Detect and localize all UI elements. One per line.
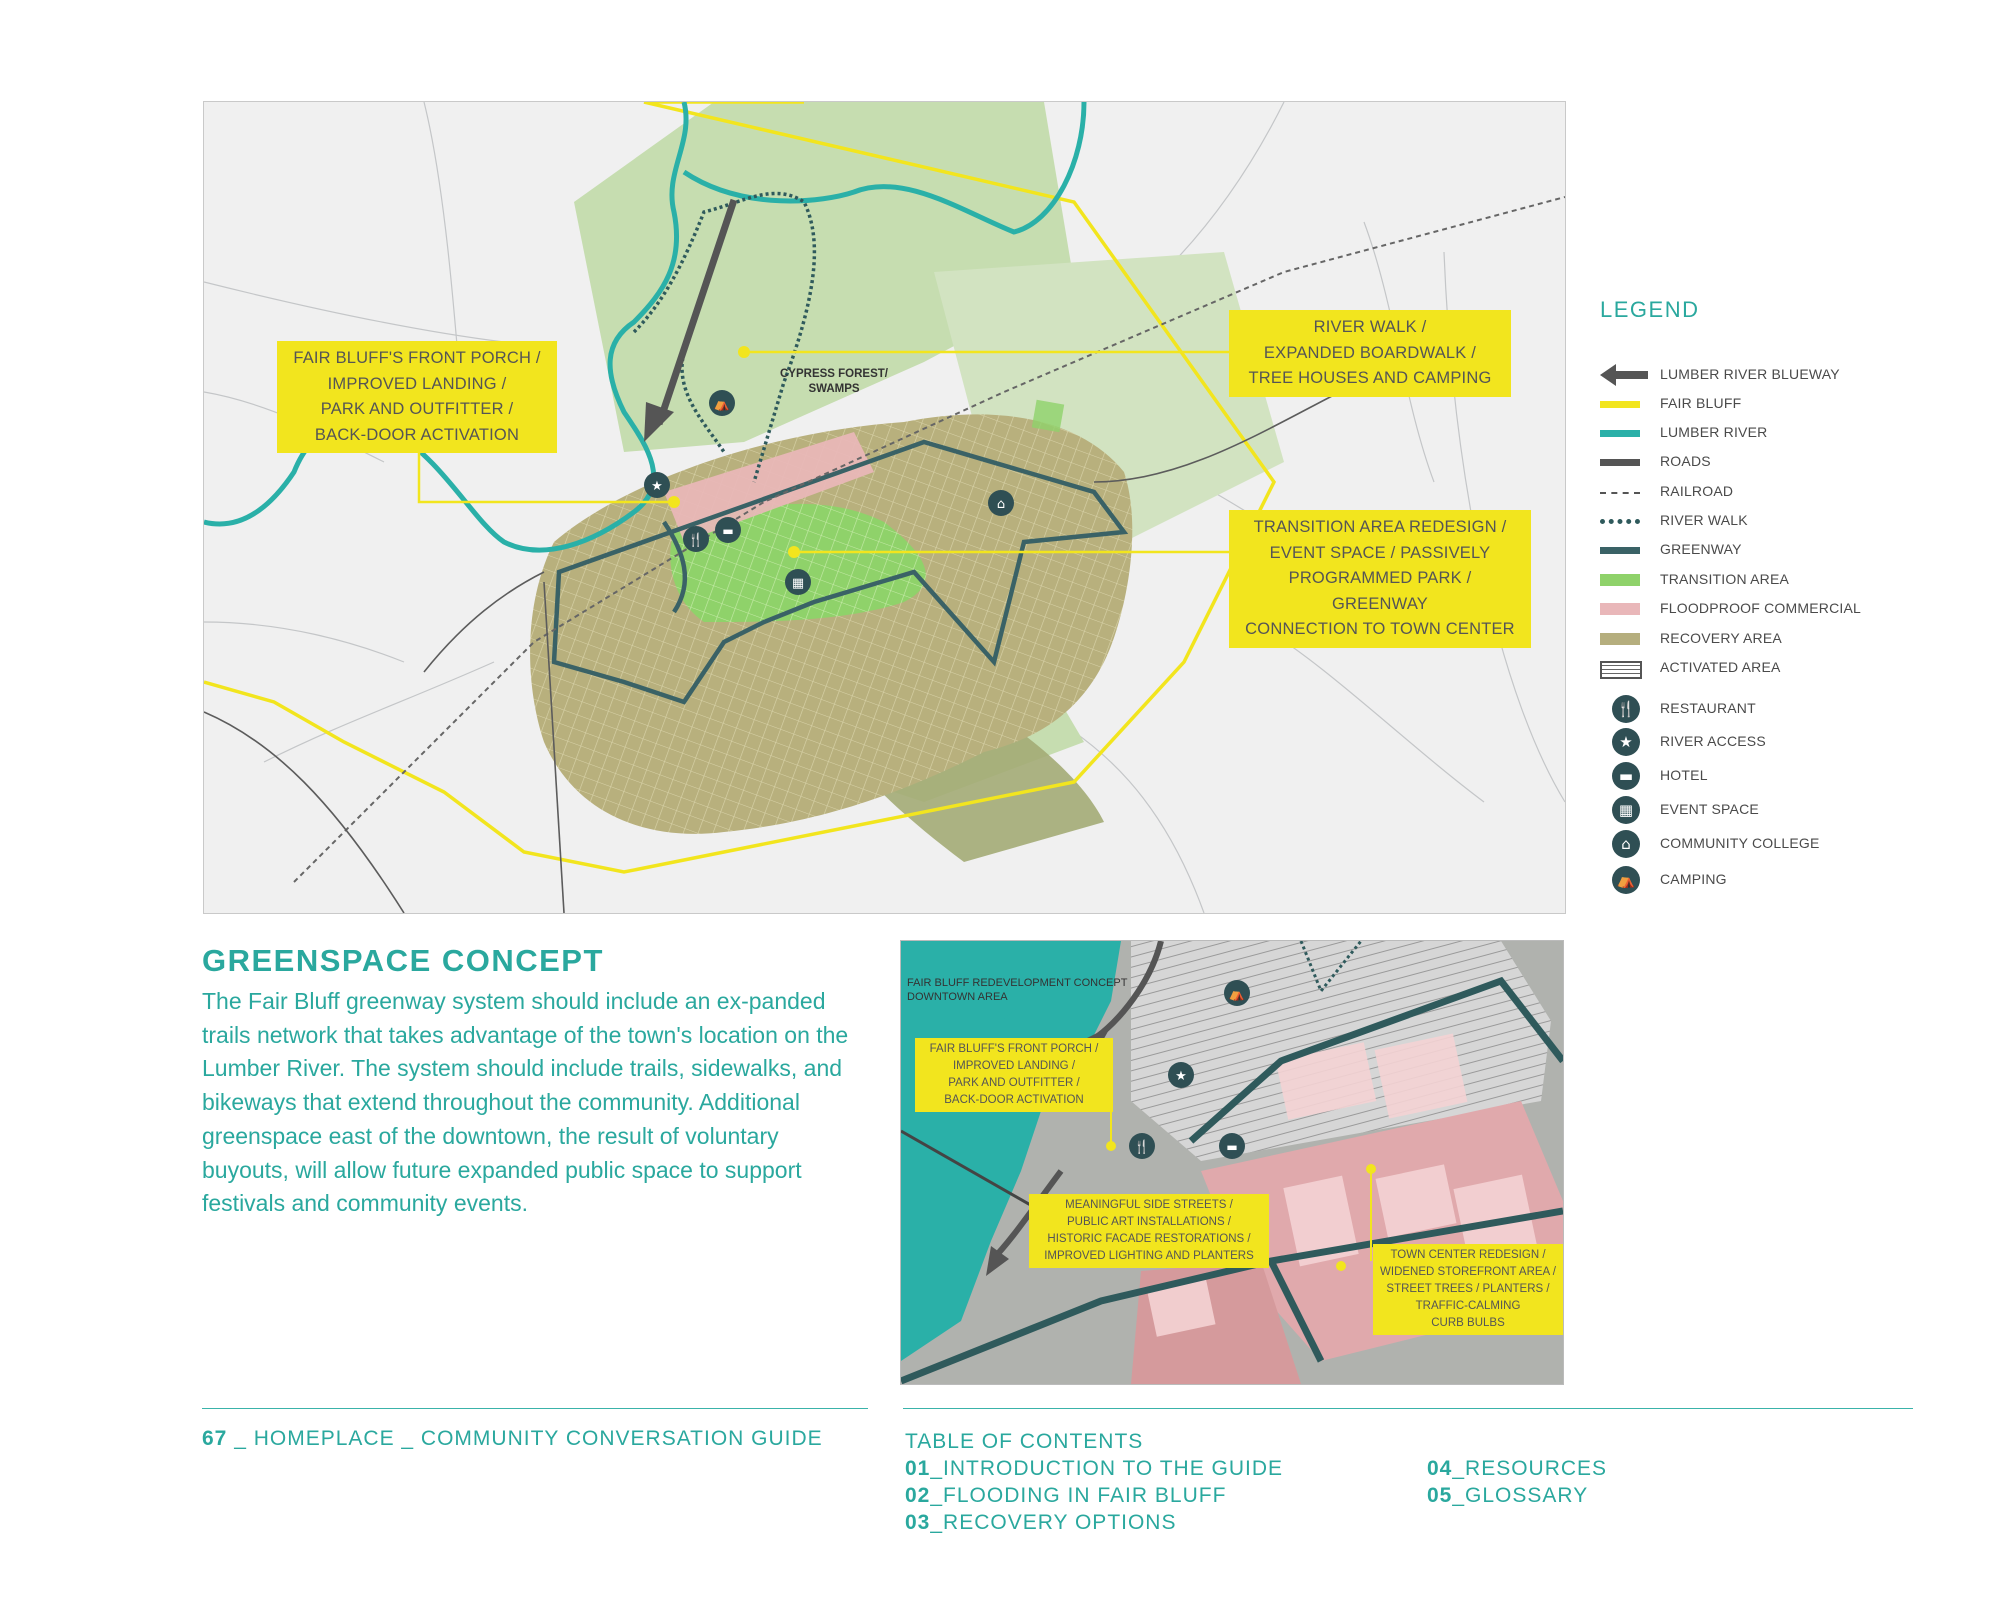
- inset-title: FAIR BLUFF REDEVELOPMENT CONCEPT DOWNTOWN AREA: [907, 977, 1128, 1003]
- inset-callout-side-streets: MEANINGFUL SIDE STREETS / PUBLIC ART INSTALLATIONS / HISTORIC FACADE RESTORATIONS / IMPROVED LIGHTING AND PLANTERS: [1029, 1194, 1269, 1268]
- hotel-icon: ▬: [1612, 762, 1640, 790]
- downtown-inset-map: [900, 940, 1564, 1385]
- svg-text:⛺: ⛺: [1228, 987, 1246, 1002]
- callout-transition-area: TRANSITION AREA REDESIGN / EVENT SPACE / PASSIVELY PROGRAMMED PARK / GREENWAY CONNECTION TO TOWN CENTER: [1229, 510, 1531, 648]
- legend-swatch: [1600, 492, 1640, 494]
- legend-item-hotel: [1600, 764, 1940, 788]
- page-title: _ HOMEPLACE _ COMMUNITY CONVERSATION GUIDE: [227, 1427, 823, 1450]
- community-college-icon: ⌂: [1612, 830, 1640, 858]
- legend-label: RECOVERY AREA: [1660, 630, 1782, 646]
- toc-item-resources[interactable]: 04_RESOURCES: [1427, 1457, 1608, 1480]
- legend-label: LUMBER RIVER BLUEWAY: [1660, 366, 1840, 382]
- legend-item-greenway: [1600, 538, 1940, 562]
- legend-swatch: [1600, 459, 1640, 466]
- svg-text:⌂: ⌂: [996, 497, 1006, 512]
- legend-swatch: [1600, 574, 1640, 586]
- section-body: The Fair Bluff greenway system should include an ex-panded trails network that takes advantage of the town's location on the Lumber River. The system should include trails, sidewalks, and bikeways that extend throughout the community. Additional greenspace east of the downtown, the result of voluntary buyouts, will allow future expanded public space to support festivals and community events.: [202, 988, 849, 1217]
- legend-item-river-access: [1600, 730, 1940, 754]
- camping-icon: ⛺: [1612, 866, 1640, 894]
- restaurant-icon: 🍴: [1612, 695, 1640, 723]
- event-space-icon: ▦: [1612, 796, 1640, 824]
- legend-item-floodproof-commercial: [1600, 597, 1940, 621]
- legend-item-activated-area: [1600, 656, 1940, 680]
- svg-text:🍴: 🍴: [1133, 1140, 1151, 1155]
- legend-item-restaurant: [1600, 697, 1940, 721]
- svg-text:▬: ▬: [1226, 1140, 1238, 1154]
- legend-label: RAILROAD: [1660, 483, 1734, 499]
- river-access-icon: ★: [1612, 728, 1640, 756]
- legend-item-recovery-area: [1600, 627, 1940, 651]
- legend-label: FLOODPROOF COMMERCIAL: [1660, 600, 1861, 616]
- legend-label: ROADS: [1660, 453, 1711, 469]
- legend-item-railroad: [1600, 480, 1940, 504]
- legend-item-lumber-river: [1600, 421, 1940, 445]
- legend-label: GREENWAY: [1660, 541, 1742, 557]
- legend-item-transition-area: [1600, 568, 1940, 592]
- toc-item-flooding[interactable]: 02_FLOODING IN FAIR BLUFF: [905, 1484, 1227, 1507]
- inset-callout-front-porch: FAIR BLUFF'S FRONT PORCH / IMPROVED LANDING / PARK AND OUTFITTER / BACK-DOOR ACTIVATION: [915, 1038, 1113, 1112]
- legend-swatch: [1600, 633, 1640, 645]
- legend-item-lumber-river-blueway: [1600, 363, 1940, 387]
- toc-item-recovery[interactable]: 03_RECOVERY OPTIONS: [905, 1511, 1177, 1534]
- legend-label: RIVER ACCESS: [1660, 733, 1766, 749]
- section-heading: GREENSPACE CONCEPT: [202, 943, 604, 978]
- toc-item-introduction[interactable]: 01_INTRODUCTION TO THE GUIDE: [905, 1457, 1284, 1480]
- page-footer: [202, 1427, 823, 1451]
- legend-swatch: [1600, 661, 1642, 679]
- legend-swatch: [1600, 401, 1640, 408]
- callout-front-porch: FAIR BLUFF'S FRONT PORCH / IMPROVED LANDING / PARK AND OUTFITTER / BACK-DOOR ACTIVATION: [277, 341, 557, 453]
- footer-rule-left: [202, 1408, 868, 1409]
- legend-label: ACTIVATED AREA: [1660, 659, 1781, 675]
- legend-swatch: [1600, 547, 1640, 554]
- legend-swatch: [1600, 430, 1640, 437]
- svg-text:⛺: ⛺: [713, 397, 731, 412]
- legend-item-roads: [1600, 450, 1940, 474]
- legend-label: HOTEL: [1660, 767, 1708, 783]
- svg-text:▬: ▬: [722, 524, 734, 538]
- legend-label: LUMBER RIVER: [1660, 424, 1768, 440]
- legend-item-camping: [1600, 868, 1940, 892]
- legend-label: FAIR BLUFF: [1660, 395, 1742, 411]
- svg-text:★: ★: [651, 479, 663, 494]
- legend-item-fair-bluff: [1600, 392, 1940, 416]
- legend-label: TRANSITION AREA: [1660, 571, 1790, 587]
- svg-text:★: ★: [1175, 1069, 1187, 1084]
- svg-text:▦: ▦: [791, 576, 805, 591]
- legend-label: COMMUNITY COLLEGE: [1660, 835, 1820, 851]
- arrow-left-icon: [1600, 369, 1646, 381]
- legend-title: LEGEND: [1600, 297, 1700, 322]
- footer-rule-right: [903, 1408, 1913, 1409]
- legend-label: CAMPING: [1660, 871, 1727, 887]
- legend-swatch: [1600, 603, 1640, 615]
- legend-label: RIVER WALK: [1660, 512, 1748, 528]
- inset-callout-town-center: TOWN CENTER REDESIGN / WIDENED STOREFRONT AREA / STREET TREES / PLANTERS / TRAFFIC-CALMING CURB BULBS: [1373, 1244, 1563, 1335]
- map-graphic: [204, 102, 1565, 913]
- toc-title: TABLE OF CONTENTS: [905, 1430, 1144, 1453]
- legend-label: EVENT SPACE: [1660, 801, 1759, 817]
- legend-item-river-walk: [1600, 509, 1940, 533]
- legend-item-community-college: [1600, 832, 1940, 856]
- label-cypress-forest: CYPRESS FOREST/ SWAMPS: [780, 368, 888, 395]
- callout-river-walk: RIVER WALK / EXPANDED BOARDWALK / TREE HOUSES AND CAMPING: [1229, 310, 1511, 397]
- legend-item-event-space: [1600, 798, 1940, 822]
- greenspace-concept-map: [203, 101, 1566, 914]
- legend-swatch: [1600, 519, 1640, 524]
- legend-label: RESTAURANT: [1660, 700, 1756, 716]
- svg-text:🍴: 🍴: [687, 533, 705, 548]
- toc-item-glossary[interactable]: 05_GLOSSARY: [1427, 1484, 1589, 1507]
- page-number: 67: [202, 1427, 228, 1450]
